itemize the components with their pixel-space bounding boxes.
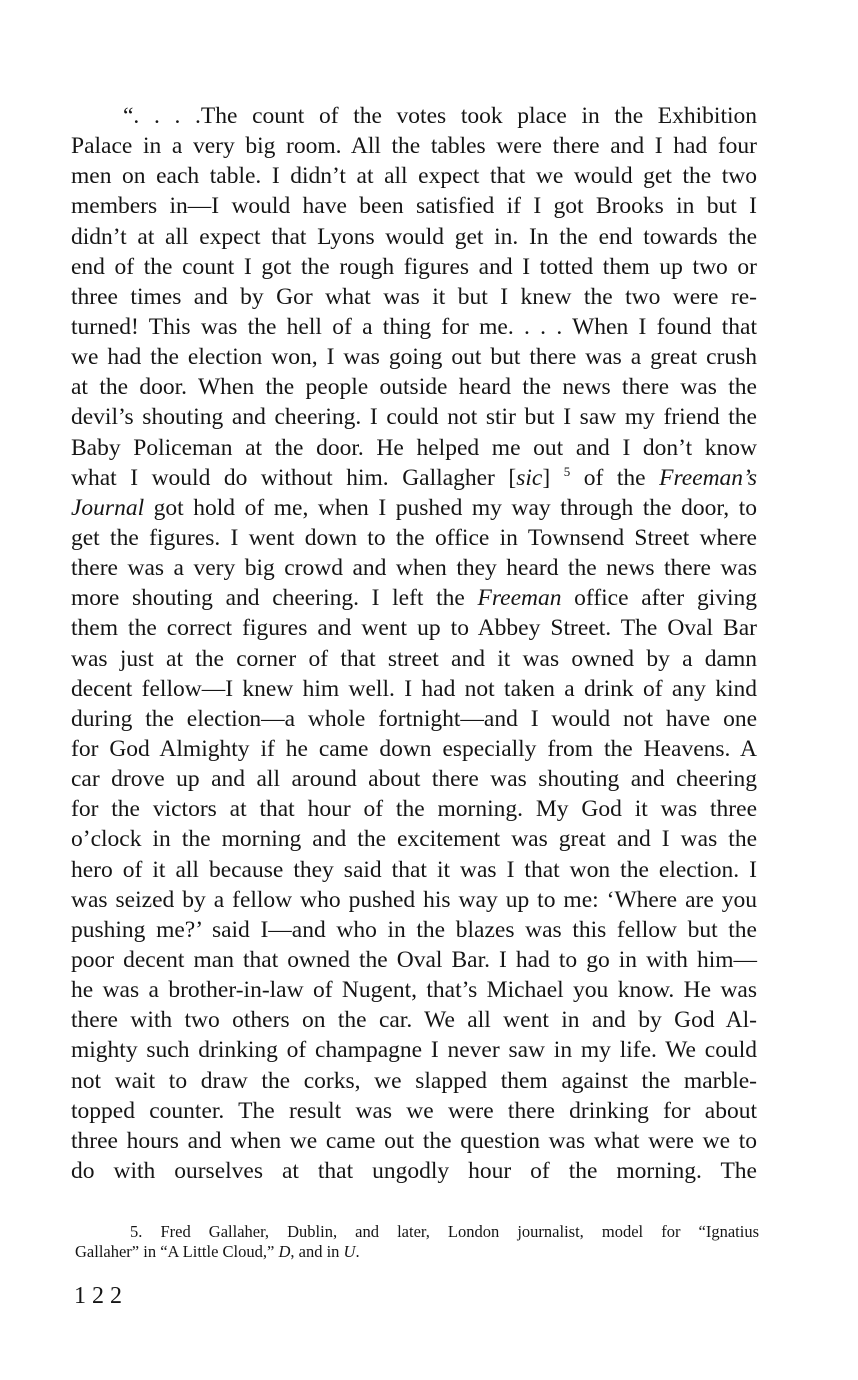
text-line: pushing me?’ said I—and who in the blazes was this fellow but the (71, 916, 757, 943)
text-line: for God Almighty if he came down especially from the Heavens. A (71, 735, 757, 762)
text-segment: more shouting and cheering. I left the (71, 585, 478, 612)
text-line: topped counter. The result was we were there drinking for about (71, 1097, 757, 1124)
text-line: didn’t at all expect that Lyons would get in. In the end towards the (71, 223, 757, 250)
text-line: members in—I would have been satisfied if I got Brooks in but I (71, 193, 757, 220)
body-text (71, 101, 757, 1186)
sic-italic: sic (516, 464, 543, 491)
text-line: was seized by a fellow who pushed his way up to me: ‘Where are you (71, 886, 757, 913)
text-line: was just at the corner of that street and it was owned by a damn (71, 645, 757, 672)
footnote-abbrev-d: D (278, 1242, 291, 1261)
footnote-segment: . (355, 1242, 360, 1261)
footnote-reference: 5 (563, 463, 571, 479)
text-line: not wait to draw the corks, we slapped them against the marble- (71, 1067, 757, 1094)
footnote-line: 5. Fred Gallaher, Dublin, and later, London journalist, model for “Ignatius (130, 1222, 759, 1241)
text-line: do with ourselves at that ungodly hour of the morning. The (71, 1157, 757, 1184)
text-line: he was a brother-in-law of Nugent, that’s Michael you know. He was (71, 977, 757, 1004)
text-line: we had the election won, I was going out but there was a great crush (71, 344, 757, 371)
text-line: Baby Policeman at the door. He helped me out and I don’t know (71, 434, 757, 461)
italic-title: Journal (71, 494, 145, 521)
italic-title: Freeman’s (659, 464, 757, 491)
page-number: 122 (74, 1283, 128, 1309)
text-segment: what I would do without him. Gallagher [ (71, 464, 517, 491)
text-line (71, 463, 757, 493)
text-line: there was a very big crowd and when they heard the news there was (71, 555, 757, 582)
footnote-line (75, 1242, 759, 1262)
text-segment: ] (542, 464, 551, 491)
text-line: them the correct figures and went up to Abbey Street. The Oval Bar (71, 615, 757, 642)
text-line: get the figures. I went down to the office in Townsend Street where (71, 524, 757, 551)
text-line: end of the count I got the rough figures and I totted them up two or (71, 253, 757, 280)
text-line: during the election—a whole fortnight—and I would not have one (71, 705, 757, 732)
text-line: there with two others on the car. We all went in and by God Al- (71, 1007, 757, 1034)
text-line: devil’s shouting and cheering. I could not stir but I saw my friend the (71, 404, 757, 431)
text-line: mighty such drinking of champagne I never saw in my life. We could (71, 1037, 757, 1064)
text-line: Palace in a very big room. All the tables were there and I had four (71, 133, 757, 160)
text-line: poor decent man that owned the Oval Bar. I had to go in with him— (71, 946, 757, 973)
text-line: for the victors at that hour of the morning. My God it was three (71, 796, 757, 823)
text-line: turned! This was the hell of a thing for me. . . . When I found that (71, 313, 757, 340)
text-line: men on each table. I didn’t at all expect that we would get the two (71, 163, 757, 190)
text-line: decent fellow—I knew him well. I had not taken a drink of any kind (71, 675, 757, 702)
text-line: “. . . .The count of the votes took place in the Exhibition (123, 103, 757, 129)
text-line: hero of it all because they said that it was I that won the election. I (71, 856, 757, 883)
text-line: at the door. When the people outside heard the news there was the (71, 374, 757, 401)
footnote-segment: , and in (290, 1242, 344, 1261)
text-segment: got hold of me, when I pushed my way through the door, to (144, 494, 757, 521)
footnote-abbrev-u: U (343, 1242, 356, 1261)
text-line: three hours and when we came out the question was what were we to (71, 1127, 757, 1154)
footnote (75, 1222, 759, 1262)
italic-title: Freeman (477, 585, 562, 612)
text-line: three times and by Gor what was it but I knew the two were re- (71, 283, 757, 310)
text-segment: office after giving (561, 585, 757, 612)
text-segment: of the (570, 464, 660, 491)
text-line: car drove up and all around about there was shouting and cheering (71, 766, 757, 793)
text-line (71, 493, 757, 523)
text-line (71, 583, 757, 613)
footnote-segment: Gallaher” in “A Little Cloud,” (75, 1242, 279, 1261)
text-line: o’clock in the morning and the excitement was great and I was the (71, 826, 757, 853)
